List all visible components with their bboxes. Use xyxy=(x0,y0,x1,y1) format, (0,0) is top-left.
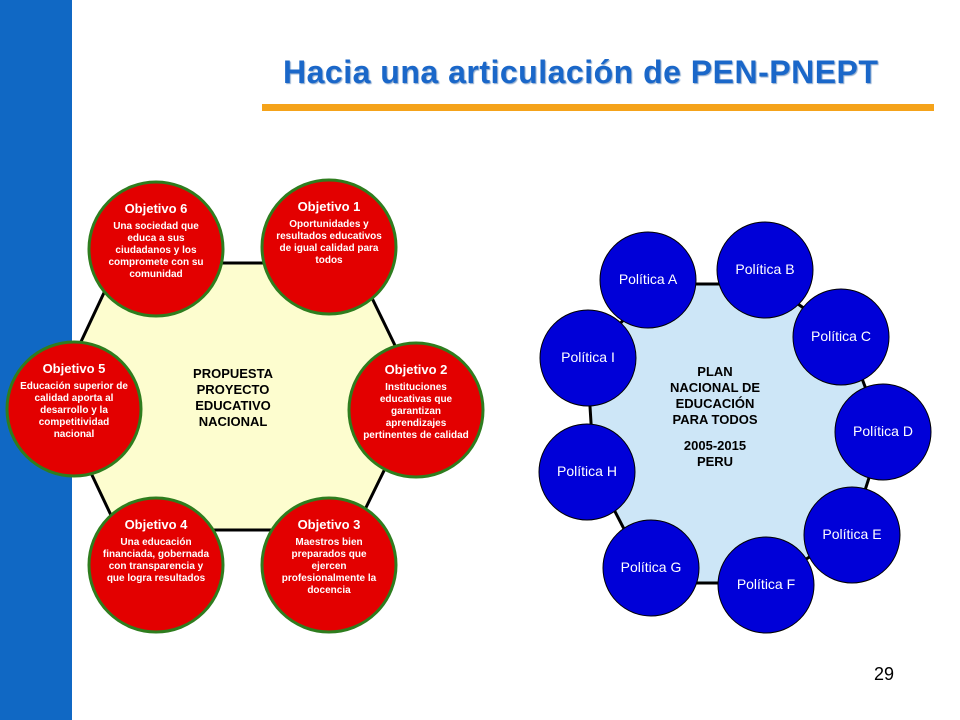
objective-6-text xyxy=(100,201,212,301)
policy-e-label: Política E xyxy=(822,526,882,542)
objective-title: Objetivo 5 xyxy=(42,361,106,376)
pen-center-line: PROYECTO xyxy=(196,382,270,397)
pnept-center-line: PLAN xyxy=(697,364,733,379)
objective-title: Objetivo 2 xyxy=(384,362,448,377)
policy-i-label: Política I xyxy=(561,349,615,365)
objective-5-text xyxy=(18,361,130,461)
page-number: 29 xyxy=(874,664,895,684)
pnept-center-line: EDUCACIÓN xyxy=(675,396,755,411)
objective-4-text xyxy=(100,517,212,617)
pnept-center-line xyxy=(640,428,790,438)
policy-c-label: Política C xyxy=(811,328,871,344)
objective-description: Educación superior de calidad aporta al desarrollo y la competitividad nacional xyxy=(20,381,128,440)
objective-title: Objetivo 4 xyxy=(124,517,188,532)
policy-b-label: Política B xyxy=(735,261,795,277)
slide-title: Hacia una articulación de PEN-PNEPT xyxy=(283,54,879,90)
policy-f-label: Política F xyxy=(736,576,796,592)
objective-description: Oportunidades y resultados educativos de igual calidad para todos xyxy=(276,219,382,266)
objective-1-text xyxy=(273,199,385,299)
objective-title: Objetivo 3 xyxy=(297,517,361,532)
pnept-center-label xyxy=(640,364,790,470)
objective-2-text xyxy=(360,362,472,462)
objective-description: Una educación financiada, gobernada con transparencia y que logra resultados xyxy=(102,537,210,584)
pnept-center-line: NACIONAL DE xyxy=(669,380,761,395)
pen-center-label xyxy=(158,366,308,430)
objective-title: Objetivo 6 xyxy=(124,201,188,216)
objective-description: Una sociedad que educa a sus ciudadanos y los compromete con su comunidad xyxy=(108,221,204,280)
pen-center-line: EDUCATIVO xyxy=(195,398,271,413)
pnept-center-line: 2005-2015 xyxy=(683,438,747,453)
pnept-center-line: PARA TODOS xyxy=(672,412,758,427)
objective-3-text xyxy=(273,517,385,617)
objective-title: Objetivo 1 xyxy=(297,199,361,214)
policy-h-label: Política H xyxy=(557,463,617,479)
policy-d-label: Política D xyxy=(853,423,913,439)
pen-center-line: PROPUESTA xyxy=(193,366,273,381)
policy-g-label: Política G xyxy=(620,559,682,575)
objective-description: Maestros bien preparados que ejercen profesionalmente la docencia xyxy=(281,537,377,596)
pnept-center-line: PERU xyxy=(696,454,734,469)
policy-a-label: Política A xyxy=(618,271,678,287)
pen-center-line: NACIONAL xyxy=(198,414,268,429)
objective-description: Instituciones educativas que garantizan aprendizajes pertinentes de calidad xyxy=(363,382,469,441)
